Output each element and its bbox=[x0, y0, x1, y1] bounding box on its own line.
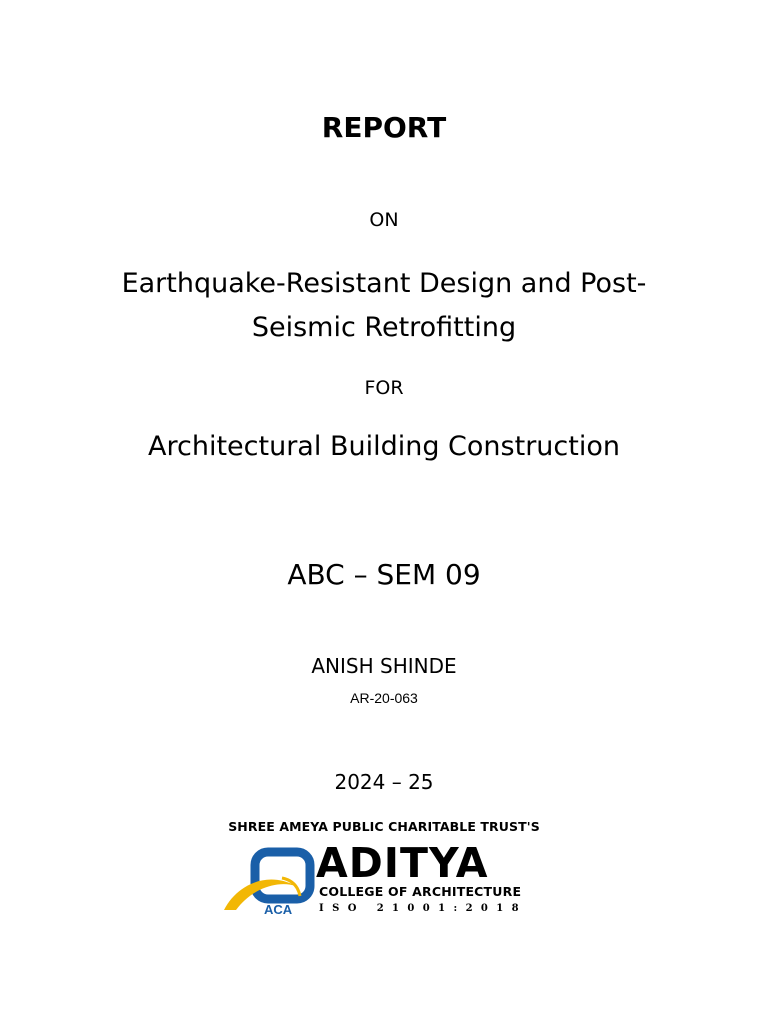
author-name: ANISH SHINDE bbox=[311, 654, 457, 678]
academic-year: 2024 – 25 bbox=[334, 770, 434, 794]
college-name: ADITYA bbox=[316, 839, 489, 887]
for-label: FOR bbox=[364, 377, 404, 399]
report-topic-line-2: Seismic Retrofitting bbox=[251, 312, 517, 343]
report-title: REPORT bbox=[321, 111, 447, 144]
logo-abbreviation: ACA bbox=[264, 902, 293, 917]
subject-code: ABC – SEM 09 bbox=[287, 558, 481, 591]
trust-name: SHREE AMEYA PUBLIC CHARITABLE TRUST'S bbox=[228, 819, 540, 834]
report-topic bbox=[0, 262, 768, 350]
course-name: Architectural Building Construction bbox=[148, 431, 620, 462]
roll-number: AR-20-063 bbox=[350, 690, 418, 706]
report-topic-line-1: Earthquake-Resistant Design and Post- bbox=[121, 268, 647, 299]
college-subtitle: COLLEGE OF ARCHITECTURE bbox=[319, 884, 522, 899]
iso-certification: ISO 21001:2018 bbox=[319, 903, 528, 914]
college-logo bbox=[222, 840, 542, 920]
on-label: ON bbox=[369, 209, 399, 231]
